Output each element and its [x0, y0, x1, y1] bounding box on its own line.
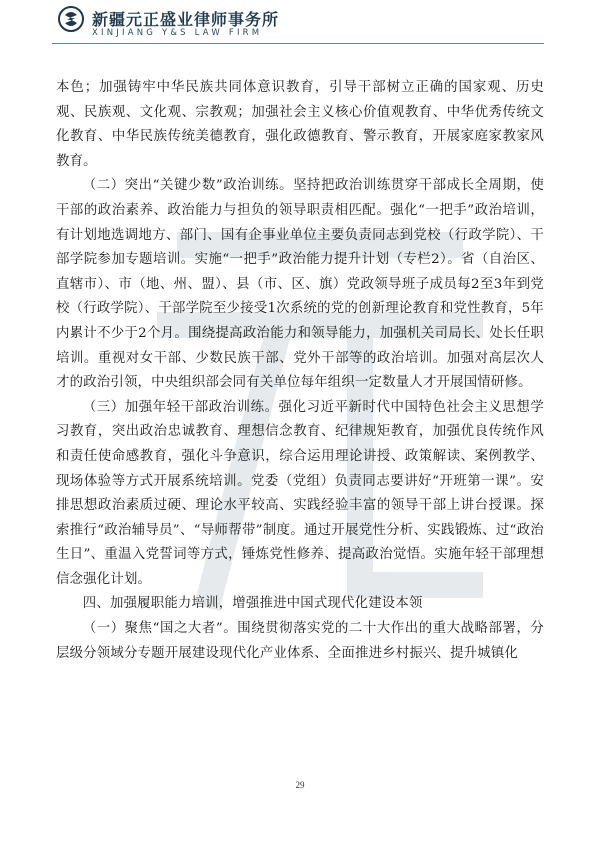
- section-heading: 四、加强履职能力培训，增强推进中国式现代化建设本领: [82, 596, 423, 612]
- document-body: [56, 76, 544, 666]
- paragraph: 本色；加强铸牢中华民族共同体意识教育，引导干部树立正确的国家观、历史观、民族观、文化观、宗教观；加强社会主义核心价值观教育、中华优秀传统文化教育、中华民族传统美德教育，强化政德教育、警示教育，开展家庭家教家风教育。: [56, 80, 544, 169]
- header-divider: [52, 43, 544, 44]
- paragraph: （三）加强年轻干部政治训练。强化习近平新时代中国特色社会主义思想学习教育，突出政治忠诚教育、理想信念教育、纪律规矩教育，加强优良传统作风和责任使命感教育，强化斗争意识，综合运用理论讲授、政策解读、案例教学、现场体验等方式开展系统培训。党委（党组）负责同志要讲好“开班第一课”。安排思想政治素质过硬、理论水平较高、实践经验丰富的领导干部上讲台授课。探索推行“政治辅导员”、“导师帮带”制度。通过开展党性分析、实践锻炼、过“政治生日”、重温入党誓词等方式，锤炼党性修养、提高政治觉悟。实施年轻干部理想信念强化计划。: [56, 399, 544, 587]
- page-number: 29: [295, 780, 305, 790]
- firm-name: 新疆元正盛业律师事务所: [92, 10, 280, 29]
- page-header: [0, 0, 600, 56]
- firm-name-english: XINJIANG Y&S LAW FIRM: [92, 28, 263, 38]
- firm-logo-icon: [58, 6, 84, 32]
- paragraph: （一）聚焦“国之大者”。围绕贯彻落实党的二十大作出的重大战略部署，分层级分领域分专题开展建设现代化产业体系、全面推进乡村振兴、提升城镇化: [56, 621, 544, 661]
- paragraph: （二）突出“关键少数”政治训练。坚持把政治训练贯穿干部成长全周期，使干部的政治素养、政治能力与担负的领导职责相匹配。强化“一把手”政治培训，有计划地选调地方、部门、国有企事业单位主要负责同志到党校（行政学院）、干部学院参加专题培训。实施“一把手”政治能力提升计划（专栏2）。省（自治区、直辖市）、市（地、州、盟）、县（市、区、旗）党政领导班子成员每2至3年到党校（行政学院）、干部学院至少接受1次系统的党的创新理论教育和党性教育，5年内累计不少于2个月。围绕提高政治能力和领导能力，加强机关司局长、处长任职培训。重视对女干部、少数民族干部、党外干部等的政治培训。加强对高层次人才的政治引领，中央组织部会同有关单位每年组织一定数量人才开展国情研修。: [56, 178, 544, 391]
